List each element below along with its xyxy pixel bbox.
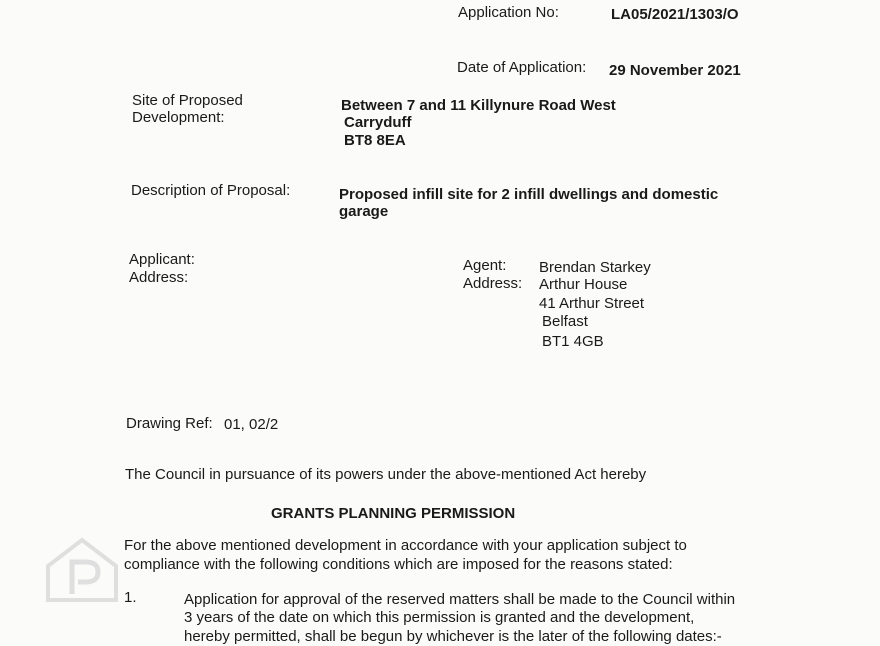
site-address-line3: BT8 8EA [344, 132, 406, 149]
condition-line1: Application for approval of the reserved matters shall be made to the Council within [184, 591, 736, 608]
intro-line1: For the above mentioned development in accordance with your application subject to [124, 537, 687, 554]
site-label-line1: Site of Proposed [132, 92, 243, 109]
applicant-address-label: Address: [129, 269, 189, 286]
description-label: Description of Proposal: [131, 182, 291, 199]
agent-address-line4: BT1 4GB [542, 333, 604, 350]
condition-line3: hereby permitted, shall be begun by whichever is the later of the following dates:- [184, 628, 722, 645]
agent-address-label: Address: [463, 275, 523, 292]
council-statement: The Council in pursuance of its powers under the above-mentioned Act hereby [125, 466, 647, 483]
site-address-line1: Between 7 and 11 Killynure Road West [341, 97, 616, 114]
condition-number: 1. [124, 589, 137, 606]
property-logo-icon [44, 536, 120, 604]
grant-heading: GRANTS PLANNING PERMISSION [271, 505, 516, 522]
drawing-ref-value: 01, 02/2 [224, 416, 279, 433]
agent-address-line1: Arthur House [539, 276, 628, 293]
date-of-application-value: 29 November 2021 [609, 62, 741, 79]
site-label-line2: Development: [132, 109, 225, 126]
description-line1: Proposed infill site for 2 infill dwellings and domestic [339, 186, 719, 203]
application-no-value: LA05/2021/1303/O [611, 6, 739, 23]
date-of-application-label: Date of Application: [457, 59, 587, 76]
intro-line2: compliance with the following conditions which are imposed for the reasons stated: [124, 556, 673, 573]
site-address-line2: Carryduff [344, 114, 412, 131]
agent-address-line2: 41 Arthur Street [539, 295, 645, 312]
drawing-ref-label: Drawing Ref: [126, 415, 213, 432]
description-line2: garage [339, 203, 389, 220]
agent-address-line3: Belfast [542, 313, 588, 330]
application-no-label: Application No: [458, 4, 559, 21]
agent-name: Brendan Starkey [539, 259, 651, 276]
condition-line2: 3 years of the date on which this permission is granted and the development, [184, 609, 695, 626]
applicant-label: Applicant: [129, 251, 195, 268]
agent-label: Agent: [463, 257, 507, 274]
